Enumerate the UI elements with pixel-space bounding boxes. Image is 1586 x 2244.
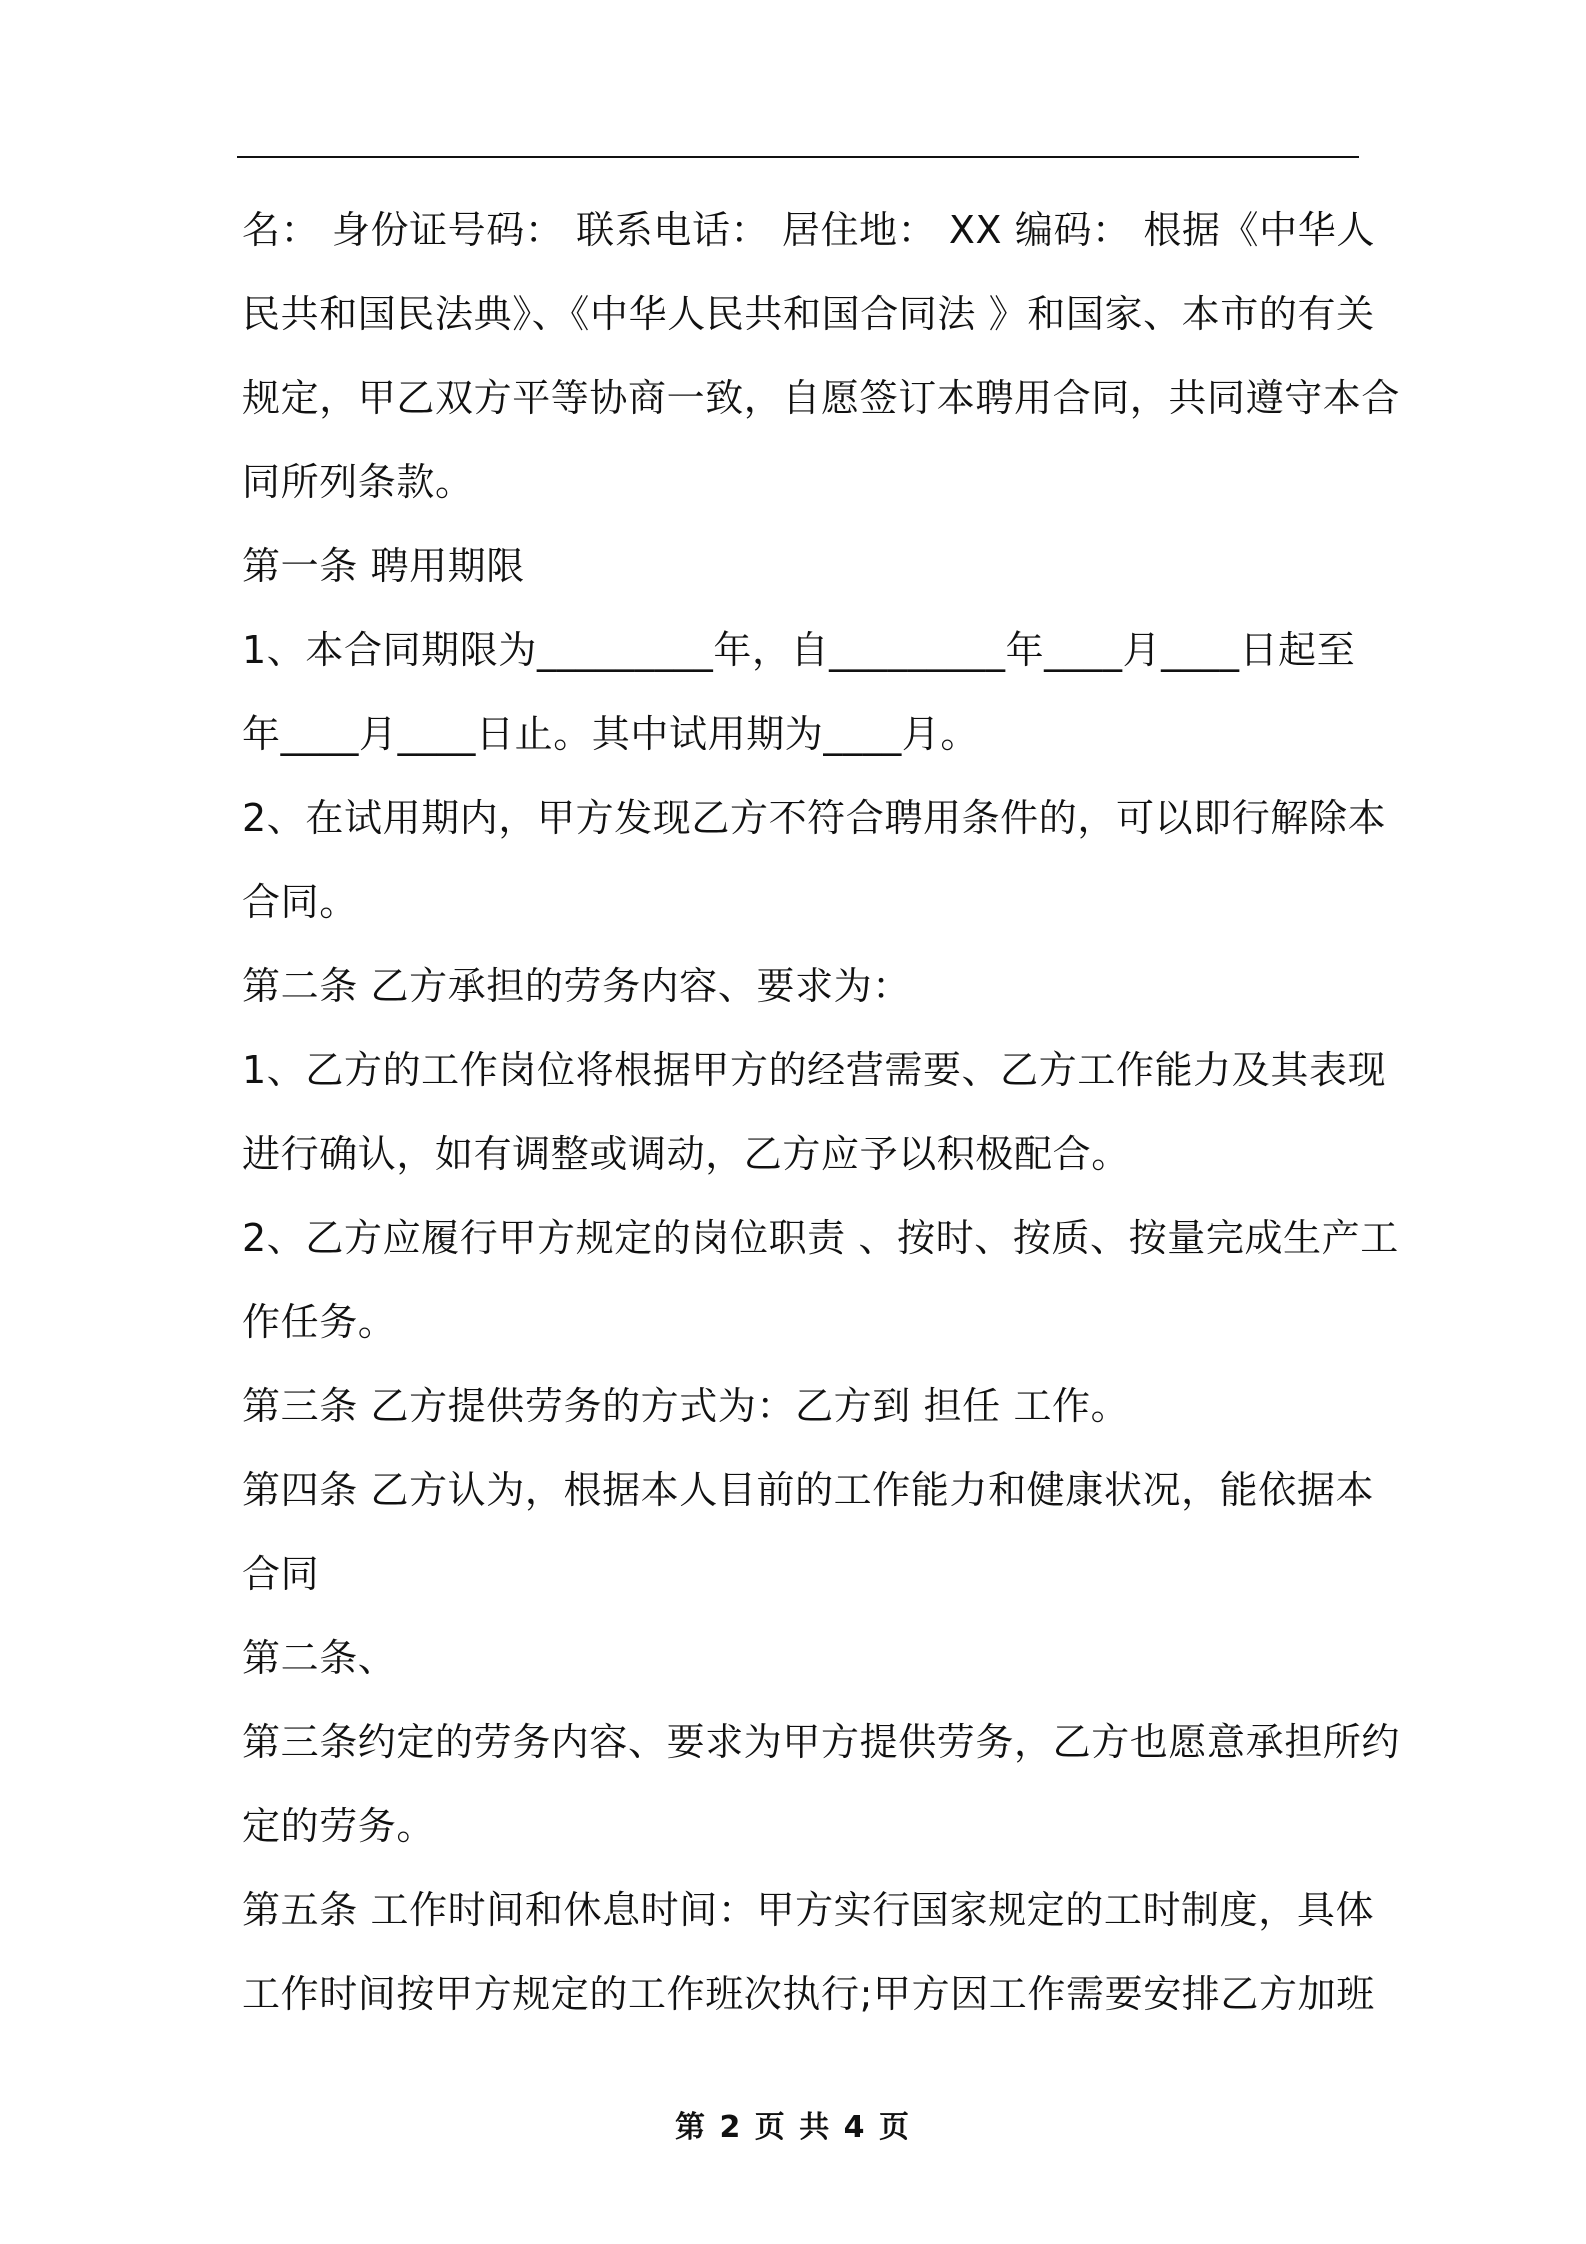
body-line: 年____月____日止。其中试用期为____月。	[242, 712, 980, 756]
page-number-footer: 第 2 页 共 4 页	[675, 2110, 911, 2145]
body-line: 工作时间按甲方规定的工作班次执行;甲方因工作需要安排乙方加班	[242, 1972, 1375, 2016]
body-line: 2、乙方应履行甲方规定的岗位职责 、按时、按质、按量完成生产工	[242, 1216, 1399, 1260]
body-line: 1、本合同期限为_________年，自_________年____月____日起至	[242, 628, 1356, 672]
section-heading: 第三条 乙方提供劳务的方式为：乙方到 担任 工作。	[242, 1384, 1130, 1428]
section-heading: 第四条 乙方认为，根据本人目前的工作能力和健康状况，能依据本	[242, 1468, 1375, 1512]
body-line: 同所列条款。	[242, 460, 474, 504]
section-heading: 第五条 工作时间和休息时间：甲方实行国家规定的工时制度，具体	[242, 1888, 1375, 1932]
body-line: 第三条约定的劳务内容、要求为甲方提供劳务，乙方也愿意承担所约	[242, 1720, 1401, 1764]
body-line: 1、乙方的工作岗位将根据甲方的经营需要、乙方工作能力及其表现	[242, 1048, 1387, 1092]
body-line: 2、在试用期内，甲方发现乙方不符合聘用条件的，可以即行解除本	[242, 796, 1387, 840]
body-line: 定的劳务。	[242, 1804, 436, 1848]
body-line: 合同	[242, 1552, 320, 1596]
body-line: 名： 身份证号码： 联系电话： 居住地： XX 编码： 根据《中华人	[242, 208, 1375, 252]
body-line: 进行确认，如有调整或调动，乙方应予以积极配合。	[242, 1132, 1130, 1176]
body-line: 合同。	[242, 880, 358, 924]
section-heading: 第二条 乙方承担的劳务内容、要求为：	[242, 964, 911, 1008]
body-line: 民共和国民法典》、《中华人民共和国合同法 》和国家、本市的有关	[242, 292, 1375, 336]
section-heading: 第一条 聘用期限	[242, 544, 525, 588]
body-line: 第二条、	[242, 1636, 397, 1680]
body-line: 规定，甲乙双方平等协商一致，自愿签订本聘用合同，共同遵守本合	[242, 376, 1401, 420]
body-line: 作任务。	[242, 1300, 397, 1344]
header-rule	[237, 156, 1359, 158]
